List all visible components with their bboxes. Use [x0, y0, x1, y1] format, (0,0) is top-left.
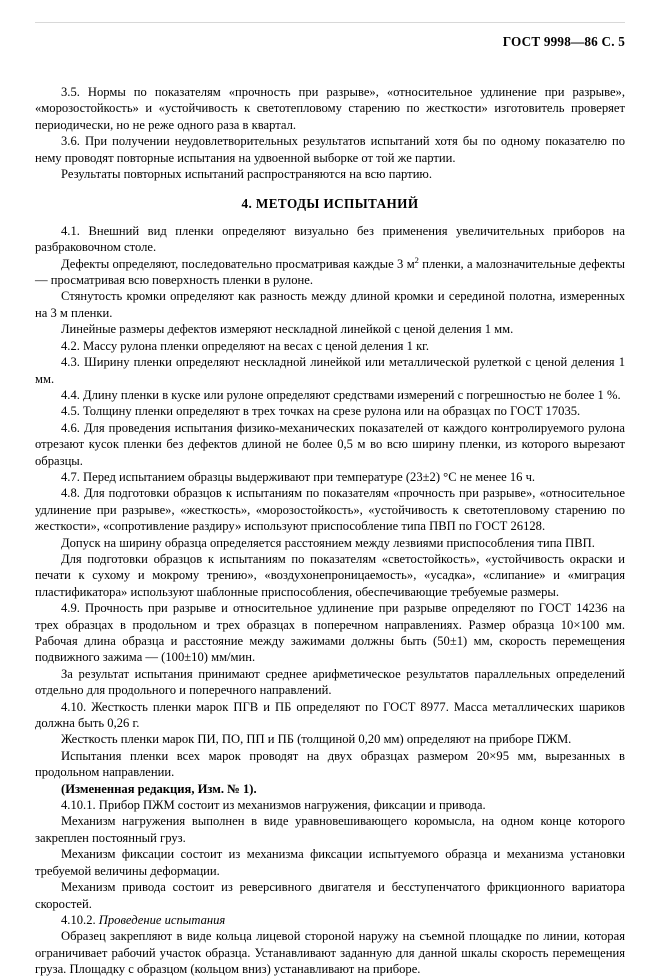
paragraph-4-10-2-body: Образец закрепляют в виде кольца лицевой стороной наружу на съемной площадке по линии, которая ограничивает рабочий участок образца. Устанавливают заданную для данной шкалы скорость перемещения груза. Площадку с образцом (кольцом вниз) устанавливают на приборе.: [35, 929, 625, 977]
paragraph-4-10-samples: Испытания пленки всех марок проводят на двух образцах размером 20×95 мм, вырезанных в продольном направлении.: [35, 748, 625, 780]
paragraph-4-10-pzhm: Жесткость пленки марок ПИ, ПО, ПП и ПБ (толщиной 0,20 мм) определяют на приборе ПЖМ.: [61, 732, 572, 747]
header-rule: [35, 22, 625, 23]
paragraph-4-5: 4.5. Толщину пленки определяют в трех точках на срезе рулона или на образцах по ГОСТ 17035.: [61, 404, 581, 419]
paragraph-4-8-tolerance: Допуск на ширину образца определяется расстоянием между лезвиями приспособления типа ПВП.: [61, 535, 595, 550]
clause-number-4-10-2: 4.10.2.: [61, 912, 99, 927]
paragraph-4-8: 4.8. Для подготовки образцов к испытаниям по показателям «прочность при разрыве», «относительное удлинение при разрыве», «жесткость», «морозостойкость», «устойчивость к светотепловому старению по жесткости», «сопротивление раздиру» используют приспособление типа ПВП по ГОСТ 26128.: [35, 486, 625, 534]
paragraph-4-10-1-loading: Механизм нагружения выполнен в виде уравновешивающего коромысла, на одном конце которого закреплен постоянный груз.: [35, 814, 625, 845]
paragraph-4-1-defects: [35, 256, 625, 289]
paragraph-4-10-1-drive: Механизм привода состоит из реверсивного двигателя и бесступенчатого фрикционного вариатора скоростей.: [35, 880, 625, 911]
paragraph-4-2: 4.2. Массу рулона пленки определяют на весах с ценой деления 1 кг.: [61, 338, 430, 353]
paragraph-4-1-linear-dimensions: Линейные размеры дефектов измеряют нескладной линейкой с ценой деления 1 мм.: [61, 322, 514, 337]
paragraph-4-7: 4.7. Перед испытанием образцы выдерживают при температуре (23±2) °С не менее 16 ч.: [61, 469, 536, 484]
paragraph-4-1-edge-shrinkage: Стянутость кромки определяют как разность между длиной кромки и серединой полотна, измеренных на 3 м пленки.: [35, 289, 625, 320]
section-heading-4: 4. МЕТОДЫ ИСПЫТАНИЙ: [241, 196, 419, 212]
paragraph-4-10: 4.10. Жесткость пленки марок ПГВ и ПБ определяют по ГОСТ 8977. Масса металлических шариков должна быть 0,26 г.: [35, 699, 625, 731]
paragraph-3-5: 3.5. Нормы по показателям «прочность при разрыве», «относительное удлинение при разрыве», «морозостойкость» и «устойчивость к светотепловому старению по жесткости» изготовитель проверяет периодически, но не реже одного раза в квартал.: [35, 85, 625, 132]
paragraph-4-10-1: 4.10.1. Прибор ПЖМ состоит из механизмов нагружения, фиксации и привода.: [61, 798, 486, 813]
paragraph-4-3: 4.3. Ширину пленки определяют нескладной линейкой или металлической рулеткой с ценой деления 1 мм.: [35, 355, 625, 386]
page-header: [35, 22, 625, 60]
defects-text-after-superscript: пленки, а малозначительные дефекты — просматривая всю поверхность пленки в рулоне.: [35, 256, 625, 288]
standard-designation: ГОСТ 9998—86 С. 5: [502, 34, 625, 49]
paragraph-4-10-1-fixation: Механизм фиксации состоит из механизма фиксации испытуемого образца и механизма установки требуемой величины деформации.: [35, 847, 625, 878]
paragraph-4-10-2-heading: [35, 912, 625, 928]
paragraph-4-4: 4.4. Длину пленки в куске или рулоне определяют средствами измерений с погрешностью не более 1 %.: [61, 387, 621, 402]
paragraph-3-6: 3.6. При получении неудовлетворительных результатов испытаний хотя бы по одному показателю по нему проводят повторные испытания на удвоенной выборке от той же партии.: [35, 134, 625, 165]
paragraph-4-9-result: За результат испытания принимают среднее арифметическое результатов параллельных определений отдельно для продольного и поперечного направлений.: [35, 666, 625, 698]
amendment-note: (Измененная редакция, Изм. № 1).: [61, 781, 257, 796]
paragraph-4-6: 4.6. Для проведения испытания физико-механических показателей от каждого контролируемого рулона отрезают кусок пленки без дефектов длиной не более 0,5 м во всю ширину пленки, из которого вырезают образцы.: [35, 420, 625, 468]
defects-text-before-superscript: Дефекты определяют, последовательно просматривая каждые 3 м: [61, 256, 415, 271]
document-body: [35, 84, 625, 978]
paragraph-4-1: 4.1. Внешний вид пленки определяют визуально без применения увеличительных приборов на разбраковочном столе.: [35, 223, 625, 255]
paragraph-4-8-templates: Для подготовки образцов к испытаниям по показателям «светостойкость», «устойчивость окраски и печати к сухому и мокрому трению», «воздухонепроницаемость», «усадка», «слипание» и «миграция пластификатора» используют шаблонные приспособления, обеспечивающие требуемые размеры.: [35, 551, 625, 599]
paragraph-4-9: 4.9. Прочность при разрыве и относительное удлинение при разрыве определяют по ГОСТ 14236 на трех образцах в продольном и трех образцах в поперечном направлениях. Размер образца 10×100 мм. Рабочая длина образца и расстояние между зажимами должны быть (50±1) мм, скорость перемещения подвижного зажима — (100±10) мм/мин.: [35, 601, 625, 665]
square-meter-superscript: 2: [414, 254, 419, 265]
subsection-title-test-procedure: Проведение испытания: [98, 912, 226, 927]
paragraph-3-6-continued: Результаты повторных испытаний распространяются на всю партию.: [61, 167, 432, 182]
